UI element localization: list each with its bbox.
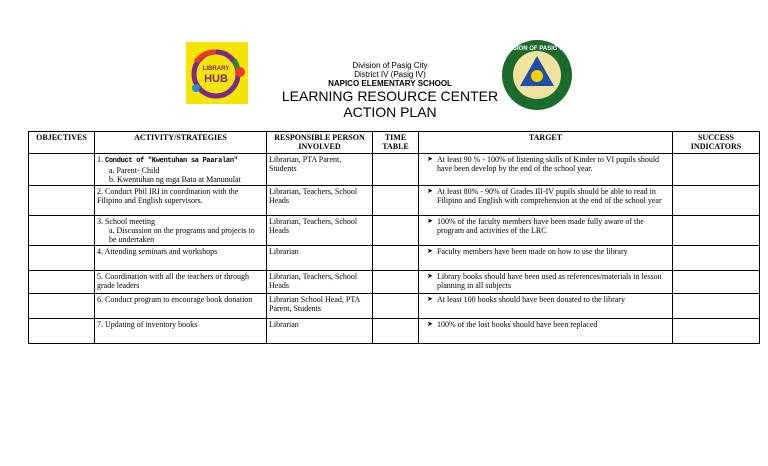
col-target: TARGET (419, 132, 673, 154)
col-objectives: OBJECTIVES (29, 132, 95, 154)
activity-title: Conduct of "Kwentuhan sa Paaralan" (105, 157, 238, 165)
responsible-cell: Librarian, Teachers, School Heads (267, 216, 373, 246)
table-row (29, 216, 760, 246)
success-cell (673, 246, 760, 271)
success-cell (673, 154, 760, 186)
success-cell (673, 294, 760, 319)
district-line: District IV (Pasig IV) (354, 70, 426, 79)
activity-cell: 2. Conduct Phil IRI in coordination with the Filipino and English supervisors. (95, 186, 267, 216)
arrow-bullet-icon: ➤ (427, 187, 433, 195)
activity-cell: 5. Coordination with all the teachers or through grade leaders (95, 271, 267, 294)
objective-cell (29, 246, 95, 271)
activity-cell: 3. School meeting a. Discussion on the programs and projects to be undertaken (95, 216, 267, 246)
timetable-cell (373, 271, 419, 294)
responsible-cell: Librarian, Teachers, School Heads (267, 186, 373, 216)
arrow-bullet-icon: ➤ (427, 155, 433, 163)
responsible-cell: Librarian, Teachers, School Heads (267, 271, 373, 294)
school-name: NAPICO ELEMENTARY SCHOOL (328, 79, 452, 88)
svg-text:LIBRARY: LIBRARY (202, 66, 230, 72)
document-header (240, 61, 540, 120)
division-line: Division of Pasig City (352, 61, 428, 70)
responsible-cell: Librarian (267, 246, 373, 271)
success-cell (673, 271, 760, 294)
activity-cell: 7. Updating of inventory books (95, 319, 267, 344)
activity-cell: 4. Attending seminars and workshops (95, 246, 267, 271)
table-header-row (29, 132, 760, 154)
activity-cell: 6. Conduct program to encourage book donation (95, 294, 267, 319)
objective-cell (29, 294, 95, 319)
responsible-cell: Librarian School Head, PTA Parent, Students (267, 294, 373, 319)
target-cell: ➤ At least 100 books should have been donated to the library (419, 294, 673, 319)
table-row (29, 271, 760, 294)
objective-cell (29, 216, 95, 246)
col-timetable: TIME TABLE (373, 132, 419, 154)
responsible-cell: Librarian (267, 319, 373, 344)
title-line-1: LEARNING RESOURCE CENTER (281, 88, 499, 104)
timetable-cell (373, 294, 419, 319)
table-row (29, 294, 760, 319)
objective-cell (29, 154, 95, 186)
timetable-cell (373, 186, 419, 216)
table-row (29, 186, 760, 216)
target-cell: ➤ 100% of the lost books should have been replaced (419, 319, 673, 344)
action-plan-table (28, 131, 760, 344)
library-hub-logo (186, 42, 248, 104)
table-row (29, 319, 760, 344)
activity-cell: 1. Conduct of "Kwentuhan sa Paaralan" a. Parent- Child b. Kwentuhan ng mga Bata at Manunulat (95, 154, 267, 186)
success-cell (673, 216, 760, 246)
activity-sub: a. Discussion on the programs and projects to be undertaken (109, 226, 255, 244)
activity-sub: a. Parent- Child (109, 166, 160, 175)
arrow-bullet-icon: ➤ (427, 295, 433, 303)
success-cell (673, 186, 760, 216)
arrow-bullet-icon: ➤ (427, 320, 433, 328)
target-cell: ➤ At least 90 % - 100% of listening skills of Kinder to VI pupils should have been develop by the end of the school year. (419, 154, 673, 186)
col-responsible: RESPONSIBLE PERSON INVOLVED (267, 132, 373, 154)
success-cell (673, 319, 760, 344)
target-cell: ➤ At least 80% - 90% of Grades III-IV pupils should be able to read in Filipino and English with comprehension at the end of the school year (419, 186, 673, 216)
timetable-cell (373, 319, 419, 344)
col-activity: ACTIVITY/STRATEGIES (95, 132, 267, 154)
objective-cell (29, 186, 95, 216)
svg-text:DIVISION OF PASIG CITY: DIVISION OF PASIG CITY (501, 46, 573, 52)
target-cell: ➤ Faculty members have been made on how to use the library (419, 246, 673, 271)
responsible-cell: Librarian, PTA Parent, Students (267, 154, 373, 186)
title-line-2: ACTION PLAN (343, 104, 437, 120)
timetable-cell (373, 154, 419, 186)
arrow-bullet-icon: ➤ (427, 247, 433, 255)
table-row (29, 246, 760, 271)
svg-text:HUB: HUB (204, 73, 228, 85)
arrow-bullet-icon: ➤ (427, 217, 433, 225)
target-cell: ➤ Library books should have been used as references/materials in lesson planning in all subjects (419, 271, 673, 294)
col-success: SUCCESS INDICATORS (673, 132, 760, 154)
target-cell: ➤ 100% of the faculty members have been made fully aware of the program and activities of the LRC (419, 216, 673, 246)
activity-sub: b. Kwentuhan ng mga Bata at Manunulat (109, 175, 241, 184)
arrow-bullet-icon: ➤ (427, 272, 433, 280)
timetable-cell (373, 216, 419, 246)
objective-cell (29, 271, 95, 294)
timetable-cell (373, 246, 419, 271)
objective-cell (29, 319, 95, 344)
table-row (29, 154, 760, 186)
